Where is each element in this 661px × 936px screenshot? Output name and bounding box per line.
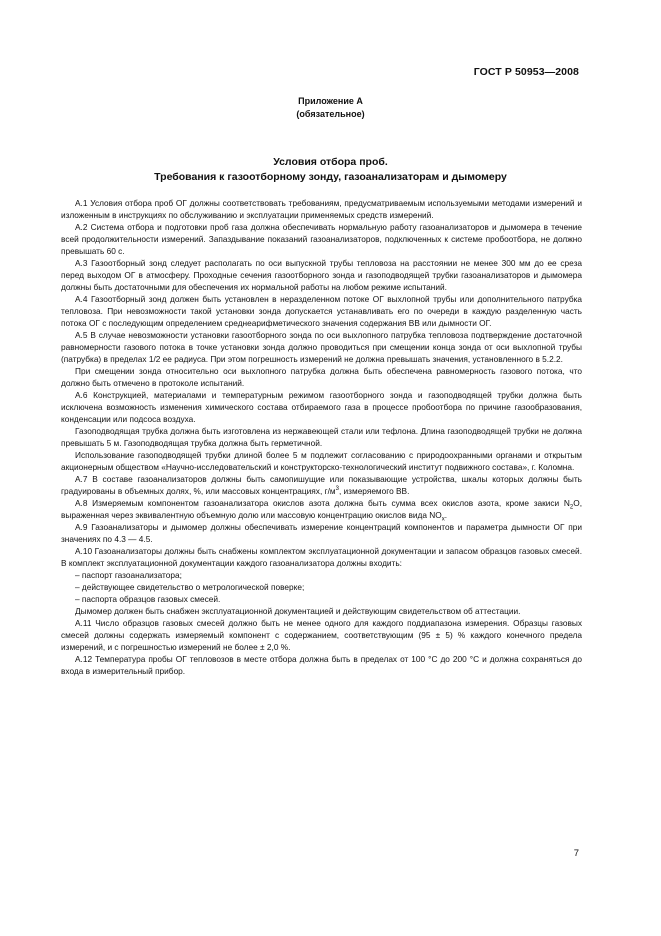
paragraph-a6: А.6 Конструкцией, материалами и температурным режимом газоотборного зонда и газоподводящей трубки должна быть исключена возможность изменения химического состава отбираемого газа в процессе пробоотбора по причине газообразования, конденсации или подсоса воздуха. — [61, 390, 582, 424]
paragraph-a9: А.9 Газоанализаторы и дымомер должны обеспечивать измерение концентраций компонентов и параметра дымности ОГ при значениях по 4.3 — 4.5. — [61, 522, 582, 544]
a8-tail: . — [444, 510, 448, 520]
list-item: – действующее свидетельство о метрологической поверке; — [75, 582, 305, 592]
list-item: – паспорта образцов газовых смесей. — [75, 594, 221, 604]
paragraph-a6-tube: Газоподводящая трубка должна быть изготовлена из нержавеющей стали или тефлона. Длина газоподводящей трубки не должна превышать 5 м. Газоподводящая трубка должна быть герметичной. — [61, 426, 582, 448]
a8-subscript-x: x — [441, 516, 445, 523]
paragraph-a10-smokemeter: Дымомер должен быть снабжен эксплуатационной документацией и действующим свидетельством об аттестации. — [75, 606, 521, 616]
a7-tail: , измеряемого ВВ. — [338, 486, 410, 496]
a7-superscript: 3 — [335, 486, 339, 493]
section-title — [0, 155, 661, 185]
paragraph-a5: А.5 В случае невозможности установки газоотборного зонда по оси выхлопного патрубка тепловоза подтверждение достаточной равномерности газового потока в точке установки зонда должно проводиться при смещении конца зонда от оси выхлопной трубы (патрубка) в пределах 1/2 ее радиуса. При этом погрешность измерений не должна превышать значения, установленного в 5.2.2. — [61, 330, 582, 364]
paragraph-a11: А.11 Число образцов газовых смесей должно быть не менее одного для каждого поддиапазона измерения. Образцы газовых смесей должны содержать измеряемый компонент с содержанием, соответствующим (95 ± 5) % каждого конечного предела измерений, и с погрешностью измерений не более ± 2,0 %. — [61, 618, 582, 652]
a8-middle: O, выраженная через эквивалентную объемную долю или массовую концентрацию окислов вида NO — [61, 498, 582, 520]
annex-heading — [0, 95, 661, 121]
paragraph-a10: А.10 Газоанализаторы должны быть снабжены комплектом эксплуатационной документации и запасом образцов газовых смесей. В комплект эксплуатационной документации каждого газоанализатора должны входить: — [61, 546, 582, 568]
paragraph-a4: А.4 Газоотборный зонд должен быть установлен в неразделенном потоке ОГ выхлопной трубы или дополнительного патрубка тепловоза. При невозможности такой установки зонда допускается устанавливать его по очереди в каждую разделенную часть потока ОГ с последующим определением среднеарифметического значения содержания ВВ или дымности ОГ. — [61, 294, 582, 328]
paragraph-a6-approval: Использование газоподводящей трубки длиной более 5 м подлежит согласованию с природоохранными органами и открытым акционерным обществом «Научно-исследовательский и конструкторско-технологический институт подвижного состава», г. Коломна. — [61, 450, 582, 472]
paragraph-a2: А.2 Система отбора и подготовки проб газа должна обеспечивать нормальную работу газоанализаторов и дымомера в течение всей продолжительности измерений. Запаздывание показаний газоанализаторов, подключенных к системе пробоотбора, не должно превышать 60 с. — [61, 222, 582, 256]
paragraph-a7 — [61, 473, 582, 497]
list-item: – паспорт газоанализатора; — [75, 570, 182, 580]
a8-text: А.8 Измеряемым компонентом газоанализатора окислов азота должна быть сумма всех окислов азота, кроме закиси N — [75, 498, 570, 508]
paragraph-a5-continued: При смещении зонда относительно оси выхлопного патрубка должна быть обеспечена равномерность газового потока, что должно быть отмечено в протоколе испытаний. — [61, 366, 582, 388]
document-body — [61, 197, 582, 677]
a8-subscript-2: 2 — [569, 504, 574, 511]
standard-header: ГОСТ Р 50953—2008 — [473, 66, 579, 78]
title-line-2: Требования к газоотборному зонду, газоанализаторам и дымомеру — [154, 171, 507, 183]
paragraph-a1: А.1 Условия отбора проб ОГ должны соответствовать требованиям, предусматриваемым используемыми методами измерений и изложенным в инструкциях по обслуживанию и эксплуатации применяемых средств измерений. — [61, 198, 582, 220]
annex-status: (обязательное) — [296, 109, 365, 119]
title-line-1: Условия отбора проб. — [273, 156, 388, 168]
a7-text: А.7 В составе газоанализаторов должны быть самопишущие или показывающие устройства, шкалы которых должны быть градуированы в объемных долях, %, или массовых концентрациях, г/м — [61, 474, 582, 496]
paragraph-a3: А.3 Газоотборный зонд следует располагать по оси выпускной трубы тепловоза на расстоянии не менее 300 мм до ее среза перед выходом ОГ в атмосферу. Проходные сечения газоотборного зонда и газоподводящей трубки газоанализаторов и дымомера должны быть достаточными для обеспечения их нормальной работы на любом режиме испытаний. — [61, 258, 582, 292]
paragraph-a8 — [61, 497, 582, 521]
annex-label: Приложение А — [298, 96, 363, 106]
page-number: 7 — [573, 848, 579, 859]
paragraph-a12: А.12 Температура пробы ОГ тепловозов в месте отбора должна быть в пределах от 100 °С до 200 °С и должна сохраняться до входа в измерительный прибор. — [61, 654, 582, 676]
